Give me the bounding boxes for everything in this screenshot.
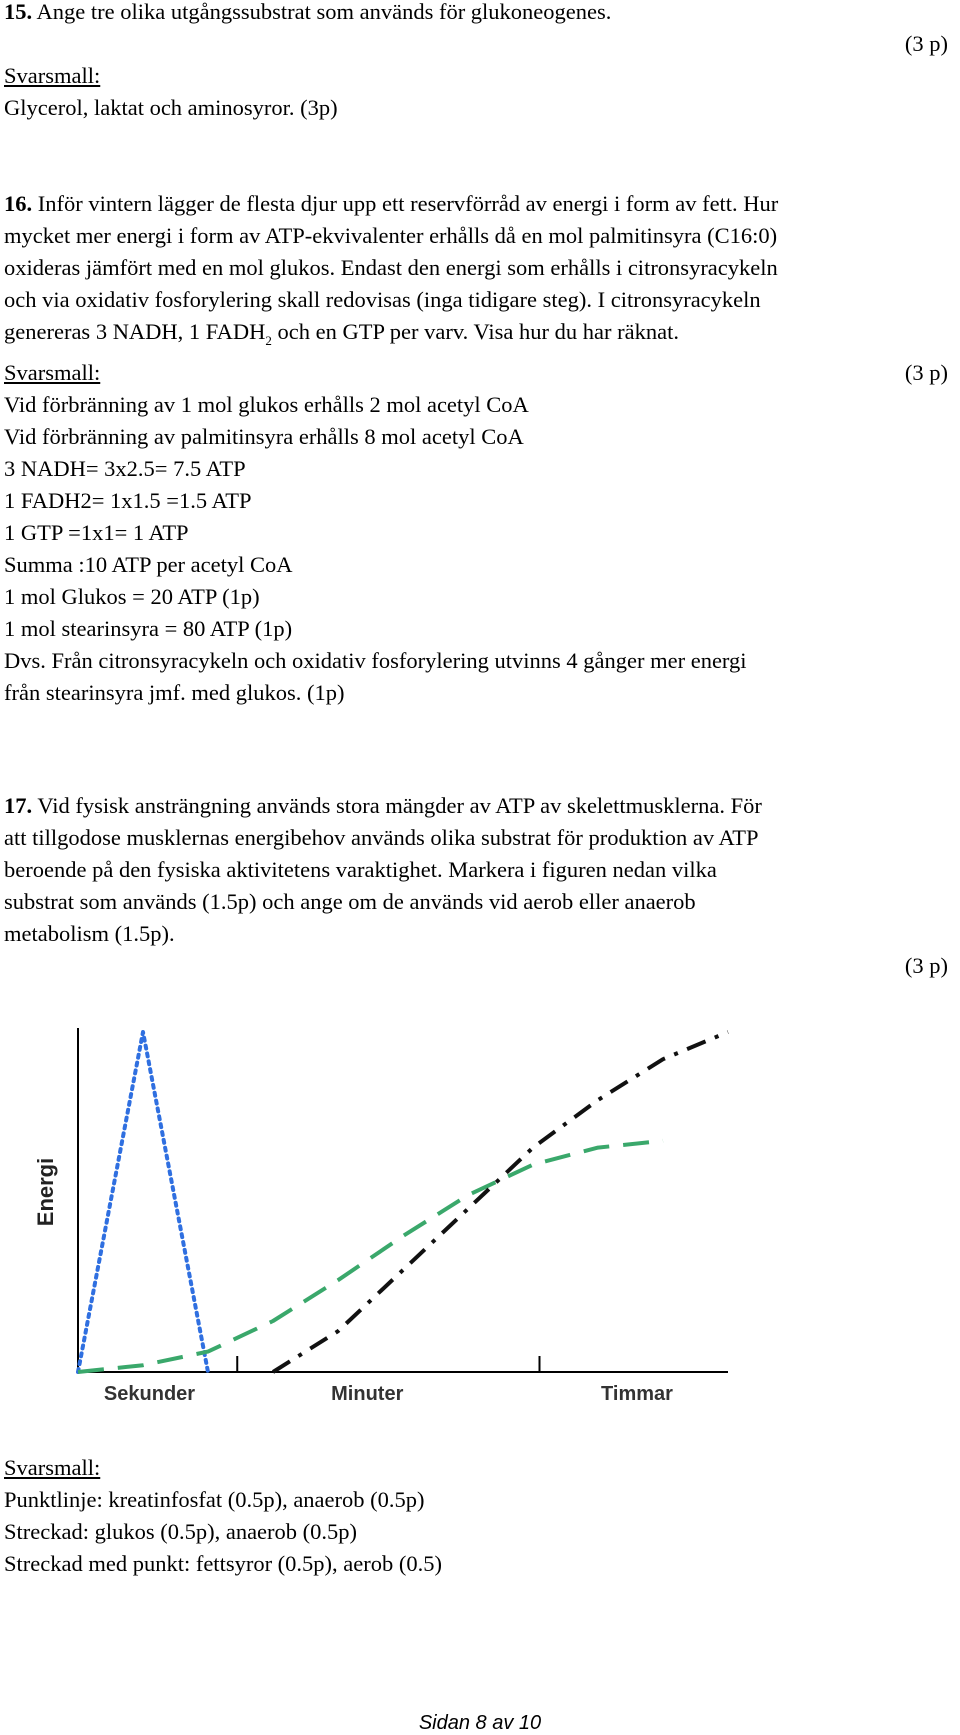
question-15 [4, 0, 948, 124]
answer-line: Dvs. Från citronsyracykeln och oxidativ fosforylering utvinns 4 gånger mer energi [4, 648, 747, 673]
answer-line: 3 NADH= 3x2.5= 7.5 ATP [4, 456, 246, 481]
answer-text: Glycerol, laktat och aminosyror. (3p) [4, 95, 338, 120]
question-17-answer [4, 1452, 948, 1580]
series-line-dotted [78, 1032, 208, 1372]
answer-line: 1 GTP =1x1= 1 ATP [4, 520, 189, 545]
question-16-line: 16. Inför vintern lägger de flesta djur upp ett reservförråd av energi i form av fett. Hur [4, 191, 779, 216]
energy-chart [20, 1010, 740, 1430]
answer-label: Svarsmall: [4, 360, 101, 385]
answer-line: Vid förbränning av palmitinsyra erhålls 8 mol acetyl CoA [4, 424, 524, 449]
answer-label: Svarsmall: [4, 1455, 101, 1480]
points-label: (3 p) [904, 953, 948, 978]
answer-label: Svarsmall: [4, 63, 101, 88]
question-17-line: metabolism (1.5p). [4, 921, 175, 946]
x-tick-label: Minuter [331, 1383, 404, 1405]
question-16-line: mycket mer energi i form av ATP-ekvivalenter erhålls då en mol palmitinsyra (C16:0) [4, 223, 778, 248]
answer-line: Streckad: glukos (0.5p), anaerob (0.5p) [4, 1519, 358, 1544]
series-line-dash-dot [273, 1032, 728, 1372]
question-number: 16. [4, 191, 33, 216]
question-16-line: oxideras jämfört med en mol glukos. Endast den energi som erhålls i citronsyracykeln [4, 255, 778, 280]
question-16-line: och via oxidativ fosforylering skall redovisas (inga tidigare steg). I citronsyracykeln [4, 287, 761, 312]
energy-figure [20, 1010, 740, 1430]
question-17-line: 17. Vid fysisk ansträngning används stora mängder av ATP av skelettmusklerna. För [4, 793, 762, 818]
answer-line: från stearinsyra jmf. med glukos. (1p) [4, 680, 345, 705]
answer-line: Punktlinje: kreatinfosfat (0.5p), anaerob (0.5p) [4, 1487, 425, 1512]
answer-line: Streckad med punkt: fettsyror (0.5p), aerob (0.5) [4, 1551, 442, 1576]
question-number: 17. [4, 793, 33, 818]
question-17-line: att tillgodose musklernas energibehov används olika substrat för produktion av ATP [4, 825, 759, 850]
question-16 [4, 188, 948, 709]
answer-line: Vid förbränning av 1 mol glukos erhålls 2 mol acetyl CoA [4, 392, 529, 417]
question-17-line: beroende på den fysiska aktivitetens varaktighet. Markera i figuren nedan vilka [4, 857, 717, 882]
answer-line: 1 mol Glukos = 20 ATP (1p) [4, 584, 260, 609]
question-17-line: substrat som används (1.5p) och ange om de används vid aerob eller anaerob [4, 889, 696, 914]
points-label: (3 p) [904, 360, 948, 385]
question-number: 15. [4, 0, 33, 24]
y-axis-label: Energi [33, 1157, 58, 1227]
subscript: 2 [265, 333, 272, 348]
question-17 [4, 790, 948, 982]
points-label: (3 p) [904, 31, 948, 56]
question-15-text: 15. Ange tre olika utgångssubstrat som används för glukoneogenes. [4, 0, 612, 24]
answer-line: Summa :10 ATP per acetyl CoA [4, 552, 293, 577]
answer-line: 1 FADH2= 1x1.5 =1.5 ATP [4, 488, 252, 513]
series-line-dashed [78, 1141, 663, 1372]
x-tick-label: Sekunder [103, 1383, 196, 1405]
question-16-line: genereras 3 NADH, 1 $FADH_2$ och en GTP per varv. Visa hur du har räknat. [4, 319, 679, 348]
page-footer: Sidan 8 av 10 [418, 1712, 542, 1734]
x-tick-label: Timmar [601, 1383, 673, 1405]
answer-line: 1 mol stearinsyra = 80 ATP (1p) [4, 616, 293, 641]
